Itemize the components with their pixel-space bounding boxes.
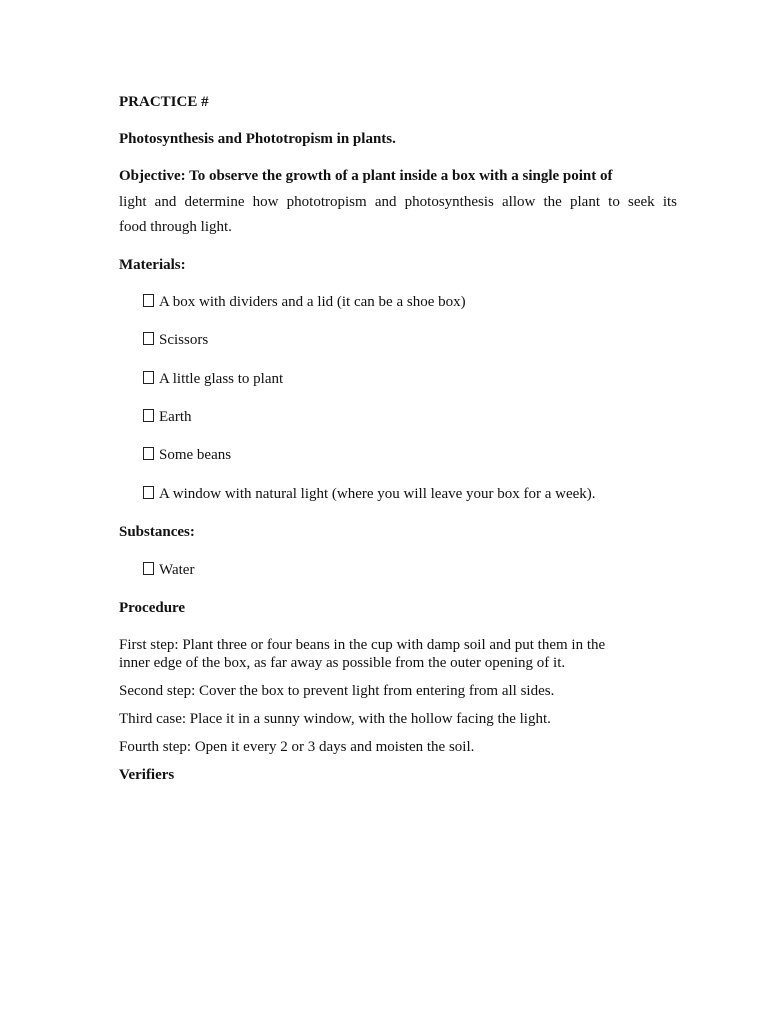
material-item: A box with dividers and a lid (it can be a shoe box) bbox=[159, 294, 466, 310]
material-item: A little glass to plant bbox=[159, 371, 284, 387]
list-item bbox=[143, 561, 194, 579]
box-bullet-icon bbox=[143, 409, 154, 422]
list-item bbox=[143, 293, 466, 311]
procedure-step-2: Second step: Cover the box to prevent light from entering from all sides. bbox=[119, 683, 555, 699]
list-item bbox=[143, 331, 208, 349]
objective-line-3: food through light. bbox=[119, 219, 232, 235]
procedure-step-4: Fourth step: Open it every 2 or 3 days and moisten the soil. bbox=[119, 739, 475, 755]
substance-item: Water bbox=[159, 562, 195, 578]
procedure-step-3: Third case: Place it in a sunny window, with the hollow facing the light. bbox=[119, 711, 551, 727]
objective-line-1: Objective: To observe the growth of a plant inside a box with a single point of bbox=[119, 168, 613, 184]
list-item bbox=[143, 485, 596, 503]
list-item bbox=[143, 408, 191, 426]
list-item bbox=[143, 446, 231, 464]
box-bullet-icon bbox=[143, 371, 154, 384]
material-item: Some beans bbox=[159, 447, 232, 463]
verifiers-heading: Verifiers bbox=[119, 767, 175, 783]
box-bullet-icon bbox=[143, 294, 154, 307]
box-bullet-icon bbox=[143, 332, 154, 345]
procedure-step-1-line-1: First step: Plant three or four beans in the cup with damp soil and put them in the bbox=[119, 637, 606, 653]
list-item bbox=[143, 370, 283, 388]
box-bullet-icon bbox=[143, 486, 154, 499]
material-item: Earth bbox=[159, 409, 192, 425]
box-bullet-icon bbox=[143, 562, 154, 575]
box-bullet-icon bbox=[143, 447, 154, 460]
practice-title: PRACTICE # bbox=[119, 94, 209, 110]
substances-heading: Substances: bbox=[119, 524, 195, 540]
procedure-step-1-line-2: inner edge of the box, as far away as possible from the outer opening of it. bbox=[119, 655, 566, 671]
material-item: A window with natural light (where you will leave your box for a week). bbox=[159, 486, 596, 502]
objective-line-2: light and determine how phototropism and photosynthesis allow the plant to seek its bbox=[119, 194, 677, 210]
material-item: Scissors bbox=[159, 332, 209, 348]
document-subtitle: Photosynthesis and Phototropism in plants. bbox=[119, 131, 396, 147]
procedure-heading: Procedure bbox=[119, 600, 186, 616]
materials-heading: Materials: bbox=[119, 257, 186, 273]
